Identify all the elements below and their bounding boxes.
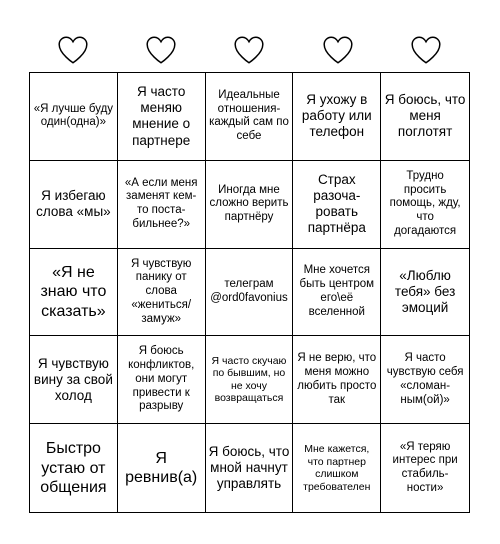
bingo-cell[interactable]: Я ревнив(а) <box>118 424 206 512</box>
heart-icon <box>205 30 293 70</box>
bingo-cell[interactable]: Я часто меняю мнение о партнере <box>118 73 206 161</box>
bingo-cell[interactable]: Я часто чувствую себя «сломан-ным(ой)» <box>381 336 469 424</box>
bingo-cell[interactable]: Я избегаю слова «мы» <box>30 161 118 249</box>
bingo-cell[interactable]: Трудно просить помощь, жду, что догадаются <box>381 161 469 249</box>
bingo-cell[interactable]: «Я лучше буду один(одна)» <box>30 73 118 161</box>
bingo-cell[interactable]: Я часто скучаю по бывшим, но не хочу возвращаться <box>206 336 294 424</box>
bingo-cell[interactable]: «Люблю тебя» без эмоций <box>381 249 469 337</box>
bingo-cell[interactable]: Страх разоча-ровать партнёра <box>293 161 381 249</box>
bingo-cell[interactable]: Мне кажется, что партнер слишком требователен <box>293 424 381 512</box>
hearts-row <box>29 30 470 70</box>
bingo-cell[interactable]: «Я теряю интерес при стабиль-ности» <box>392 440 458 494</box>
bingo-cell[interactable]: Быстро устаю от общения <box>30 424 118 512</box>
bingo-cell[interactable]: Я чувствую вину за свой холод <box>30 336 118 424</box>
bingo-cell[interactable]: «Я не знаю что сказать» <box>30 249 118 337</box>
free-space-cell[interactable]: телеграм @ord0favonius <box>206 249 294 337</box>
bingo-cell[interactable]: Я ухожу в работу или телефон <box>293 73 381 161</box>
heart-icon <box>382 30 470 70</box>
bingo-cell[interactable]: Я боюсь конфликтов, они могут привести к разрыву <box>118 336 206 424</box>
bingo-board <box>29 72 470 513</box>
bingo-cell[interactable]: Я боюсь, что меня поглотят <box>381 73 469 161</box>
bingo-cell[interactable]: Я чувствую панику от слова «жениться/ замуж» <box>118 249 206 337</box>
bingo-cell[interactable]: Я не верю, что меня можно любить просто так <box>293 336 381 424</box>
bingo-cell[interactable]: Мне хочется быть центром его\её вселенной <box>293 249 381 337</box>
heart-icon <box>117 30 205 70</box>
heart-icon <box>294 30 382 70</box>
bingo-cell[interactable]: «А если меня заменят кем-то поста-бильнее?» <box>118 161 206 249</box>
bingo-cell[interactable]: Иногда мне сложно верить партнёру <box>206 161 294 249</box>
bingo-cell[interactable]: Идеальные отношения-каждый сам по себе <box>206 73 294 161</box>
bingo-cell[interactable]: Я боюсь, что мной начнут управлять <box>206 424 294 512</box>
heart-icon <box>29 30 117 70</box>
